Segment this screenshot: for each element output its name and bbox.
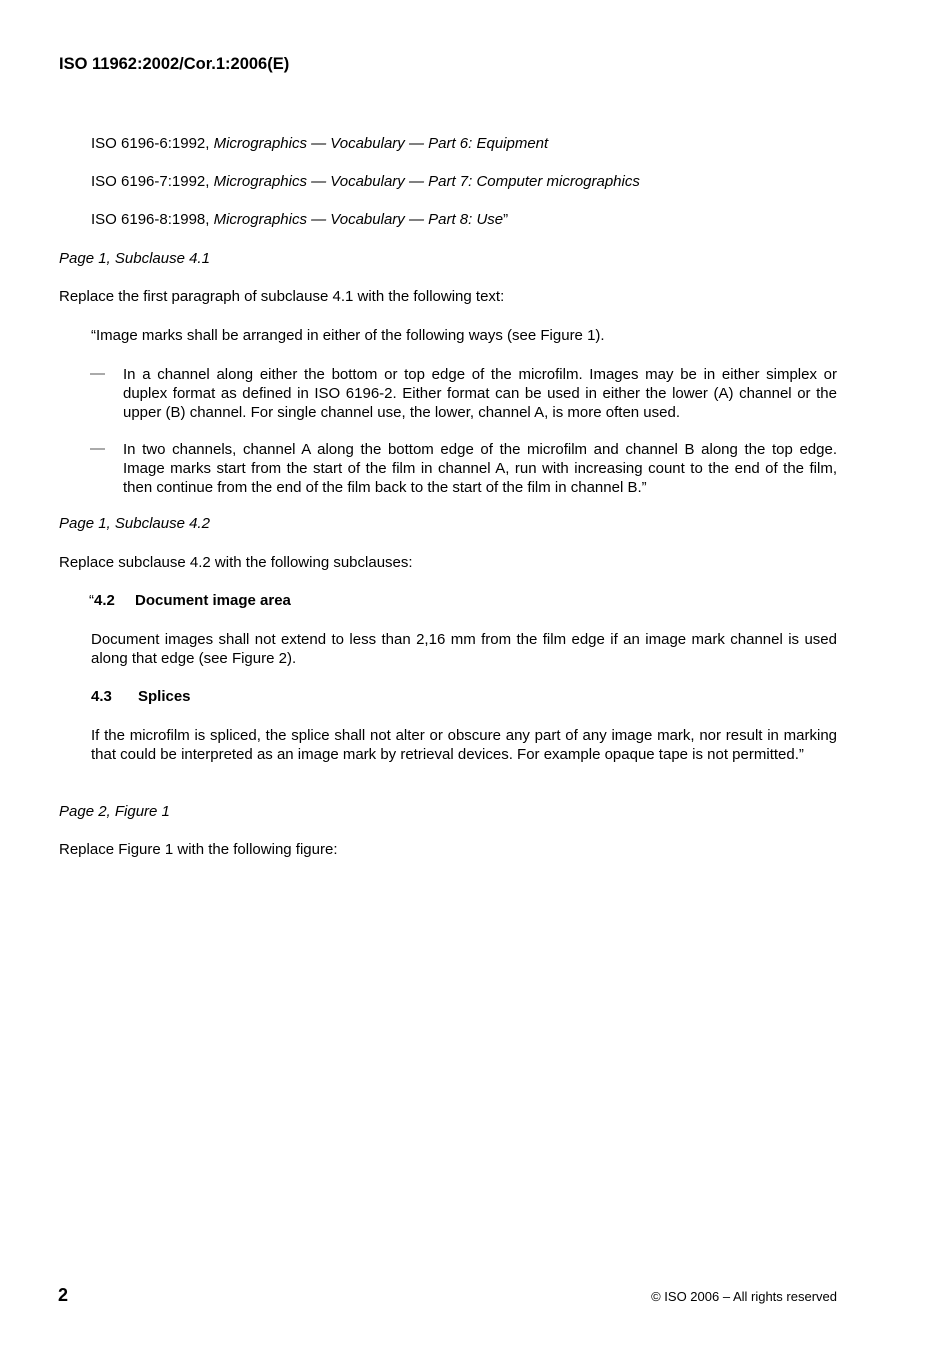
list-item-two-channels: In two channels, channel A along the bottom edge of the microfilm and channel B along the top edge. Image marks start from the start of the film in channel A, run with increasing count to the end of the film, then continue from the end of the film back to the start of the film in channel B.”	[123, 441, 837, 496]
open-quote: “	[89, 592, 94, 609]
reference-iso-6196-6	[91, 135, 548, 152]
location-figure-1: Page 2, Figure 1	[59, 803, 170, 820]
reference-iso-6196-8	[91, 211, 508, 228]
reference-title: Micrographics — Vocabulary — Part 6: Equipment	[213, 135, 549, 152]
heading-4-3	[91, 688, 191, 705]
heading-title: Document image area	[135, 592, 291, 609]
heading-number: 4.3	[91, 688, 112, 705]
copyright-notice: © ISO 2006 – All rights reserved	[651, 1289, 837, 1304]
heading-number: 4.2	[94, 592, 115, 609]
instruction-subclause-4-2: Replace subclause 4.2 with the following subclauses:	[59, 554, 413, 571]
quote-intro: “Image marks shall be arranged in either of the following ways (see Figure 1).	[91, 327, 605, 344]
paragraph-document-image-area: Document images shall not extend to less than 2,16 mm from the film edge if an image mark channel is used along that edge (see Figure 2).	[91, 631, 837, 667]
reference-iso-6196-7	[91, 173, 640, 190]
heading-4-2	[89, 592, 291, 609]
reference-code: ISO 6196-6:1992,	[91, 135, 214, 152]
paragraph-splices: If the microfilm is spliced, the splice shall not alter or obscure any part of any image mark, nor result in marking that could be interpreted as an image mark by retrieval devices. For example opaque tape is not permitted.”	[91, 727, 837, 763]
reference-title: Micrographics — Vocabulary — Part 7: Computer micrographics	[213, 173, 640, 190]
location-subclause-4-2: Page 1, Subclause 4.2	[59, 515, 210, 532]
instruction-figure-1: Replace Figure 1 with the following figure:	[59, 841, 338, 858]
document-header-id: ISO 11962:2002/Cor.1:2006(E)	[59, 55, 290, 73]
list-dash: —	[90, 365, 105, 382]
list-item-single-channel: In a channel along either the bottom or top edge of the microfilm. Images may be in either simplex or duplex format as defined in ISO 6196-2. Either format can be used in either the lower (A) channel or the upper (B) channel. For single channel use, the lower, channel A, is more often used.	[123, 366, 837, 421]
location-subclause-4-1: Page 1, Subclause 4.1	[59, 250, 210, 267]
reference-title: Micrographics — Vocabulary — Part 8: Use	[213, 211, 504, 228]
instruction-subclause-4-1: Replace the first paragraph of subclause 4.1 with the following text:	[59, 288, 505, 305]
reference-code: ISO 6196-7:1992,	[91, 173, 214, 190]
list-dash: —	[90, 440, 105, 457]
heading-title: Splices	[138, 688, 191, 705]
reference-code: ISO 6196-8:1998,	[91, 211, 214, 228]
page-number: 2	[58, 1285, 69, 1305]
reference-suffix: ”	[503, 211, 509, 228]
